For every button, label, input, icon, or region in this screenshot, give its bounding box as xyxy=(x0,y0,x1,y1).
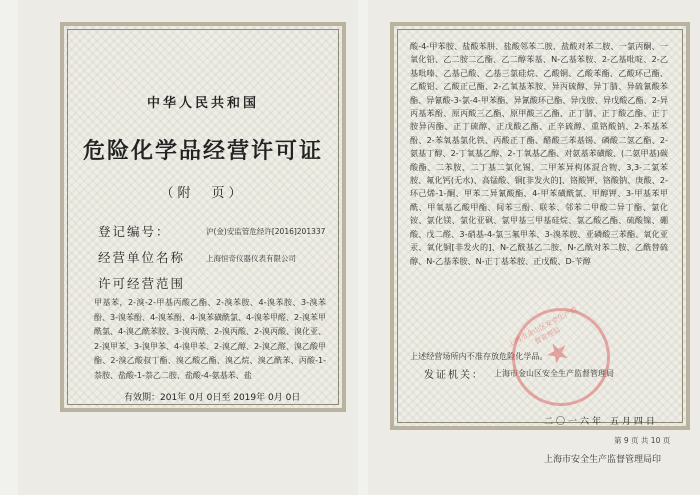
right-page-border xyxy=(390,22,690,430)
scope-text-right: 酸-4-甲苯胺、盐酸苯肼、盐酸邻苯二胺、盐酸对苯二胺、一氯丙酮、一氧化铅、乙二胺二乙酯、乙二醇苯基、N-乙基苯胺、2-乙基吡啶、2-乙基吡嗪、乙基己酸、乙基三氯硅烷、乙酸铜、乙酸苯酯、乙酸环己酯、乙酸铝、乙酸正己酯、2-乙氧基苯胺、异丙硫醇、异丁腈、异硫氰酸苯酯、异氰酸-3-氯-4-甲苯酯、异氰酸环己酯、异戊胺、异戊酸乙酯、2-异丙基苯酚、原丙酸三乙酯、原甲酸三乙酯、正丁腈、正丁酸乙酯、正丁胺异丙酯、正丁硫醇、正戊酸乙酯、正辛硫醇、重铬酸钠、2-苯基苯酚、2-苯氧基氯化铁、丙酸正丁酯、醋酸三苯基锡、磷酸二氢乙酯、2-氨基丁醇、2-丁氧基乙醇、2-丁氧基乙酯、对氨基苯磺酸、(二氨甲基)碳酸酯、二苯胺、二丁基二氯化锡、二甲苯异构体混合物、3,3-二氯苯胺、氟化钙(无水)、高锰酸、铜[非发火的]、铬酸钾、铬酸钠、庚酸、2-环己烯-1-酮、甲苯二异氰酸酯、4-甲苯磺酰氯、甲醇钾、3-甲基苯甲酰、甲氧基乙酸甲酯、间苯三酚、联苯、邻苯二甲酸二异丁酯、氯化铵、氯化镁、氯化亚砜、氯甲基三甲基硅烷、氯乙酸乙酯、硫酸镍、硼酸、戊二醛、3-硝基-4-氯三氟甲苯、3-溴苯胺、亚磷酸三苯酯、氧化亚汞、氧化铜[非发火的]、N-乙酰基乙二胺、N-乙酰对苯二胺、乙酰替硫醇、N-乙基苯胺、N-正丁基苯胺、正戊酸、D-苄醇 xyxy=(410,41,668,266)
footer-issuer: 上海市安全生产监督管理局印 xyxy=(544,455,662,465)
validity-period: 有效期：201年 0月 0日至 2019年 0月 0日 xyxy=(124,393,301,403)
storage-note: 上述经营场所内不准存放危险化学品。 xyxy=(410,351,548,361)
appendix-subtitle: （附 页） xyxy=(160,186,246,201)
issuer-label: 发证机关： xyxy=(424,370,484,381)
license-title: 危险化学品经营许可证 xyxy=(82,138,323,164)
reg-no-value: 沪(金)安监管危经许[2016]201337 xyxy=(206,227,326,236)
issuer-value: 上海市金山区安全生产监督管理局 xyxy=(494,369,614,378)
scope-text-left: 甲基苯，2-溴-2-甲基丙酸乙酯、2-溴苯胺、4-溴苯胺、3-溴苯酚、3-溴苯酚、4-溴苯酚、4-溴苯磺酰氯、4-溴苯甲醛、2-溴苯甲酰氯、4-溴乙酰苯胺、3-溴丙酰、2-溴丙酸、2-溴丙酸、溴化亚、2-溴甲苯、3-溴甲苯、4-溴甲苯、2-溴乙醇、2-溴乙醛、溴乙酸甲酯、2-溴乙酸叔丁酯、溴乙酸乙酯、溴乙烷、溴乙酰苯、丙酸-1-萘胺、盐酸-1-萘乙二胺、盐酸-4-氨基苯、盐 xyxy=(94,298,326,380)
left-page xyxy=(18,0,358,495)
issue-date: 二〇一六年 五月四日 xyxy=(544,417,658,427)
page-number: 第 9 页 共 10 页 xyxy=(614,436,671,445)
right-page xyxy=(368,0,700,495)
left-page-border xyxy=(60,22,346,412)
company-label: 经营单位名称 xyxy=(98,250,186,265)
scope-label: 许可经营范围 xyxy=(98,276,186,291)
nation-heading: 中华人民共和国 xyxy=(146,96,259,111)
company-value: 上海恒奇仪器仪表有限公司 xyxy=(206,254,296,263)
official-seal-icon xyxy=(495,291,628,424)
reg-no-label: 登记编号： xyxy=(98,224,171,239)
seal-text: 上海市金山区安全生产监督管理局 xyxy=(506,305,579,349)
